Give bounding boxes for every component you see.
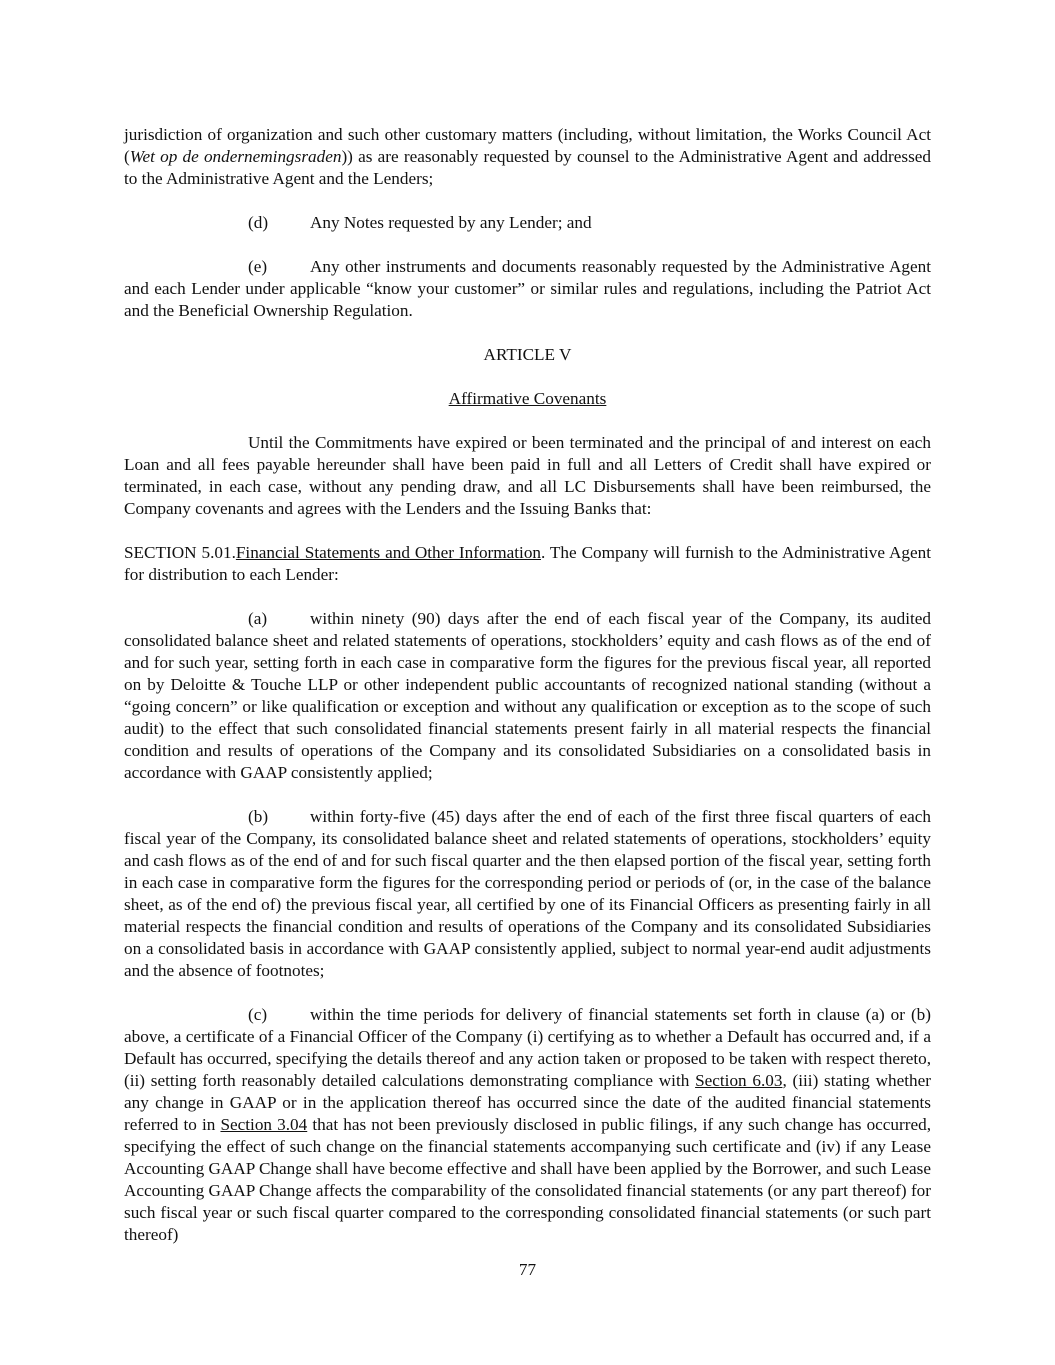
clause-b-text: within forty-five (45) days after the end of each of the first three fiscal quarters of each fiscal year of the Company, its consolidated balance sheet and related statements of operations, stockholders’ equity and cash flows as of the end of and for such fiscal quarter and the then elapsed portion of the fiscal year, setting forth in each case in comparative form the figures for the corresponding period or periods of (or, in the case of the balance sheet, as of the end of) the previous fiscal year, all certified by one of its Financial Officers as presenting fairly in all material respects the financial condition and results of operations of the Company and its consolidated Subsidiaries on a consolidated basis in accordance with GAAP consistently applied, subject to normal year-end audit adjustments and the absence of footnotes; (124, 807, 931, 980)
section-number: SECTION 5.01. (124, 543, 236, 562)
section-text: . The Company will furnish to the Administrative Agent for distribution to each Lender: (124, 543, 931, 584)
dutch-act-name: Wet op de ondernemingsraden (129, 147, 342, 166)
section-3-04-link: Section 3.04 (220, 1115, 308, 1134)
article-title-text: Affirmative Covenants (448, 389, 607, 408)
intro-paragraph: Until the Commitments have expired or been terminated and the principal of and interest on each Loan and all fees payable hereunder shall have been paid in full and all Letters of Credit shall have expired or terminated, in each case, without any pending draw, and all LC Disbursements shall have been reimbursed, the Company covenants and agrees with the Lenders and the Issuing Banks that: (124, 433, 931, 518)
clause-a-text: within ninety (90) days after the end of each fiscal year of the Company, its audited consolidated balance sheet and related statements of operations, stockholders’ equity and cash flows as of the end of and for such year, setting forth in each case in comparative form the figures for the previous fiscal year, all reported on by Deloitte & Touche LLP or other independent public accountants of recognized national standing (without a “going concern” or like qualification or exception and without any qualification or exception as to the scope of such audit) to the effect that such consolidated financial statements present fairly in all material respects the financial condition and results of operations of the Company and its consolidated Subsidiaries on a consolidated basis in accordance with GAAP consistently applied; (124, 609, 931, 782)
section-title: Financial Statements and Other Information (235, 543, 542, 562)
clause-a (124, 608, 931, 784)
clause-c-text-b: , (iii) stating whether any change in GAAP or in the application thereof has occurred since the date of the audited financial statements referred to in (124, 1071, 931, 1134)
clause-c (124, 1004, 931, 1246)
section-5-01 (124, 542, 931, 586)
article-title (124, 388, 931, 410)
clause-e (124, 256, 931, 322)
clause-b (124, 806, 931, 982)
clause-d-marker: (d) (248, 213, 269, 232)
article-heading: ARTICLE V (483, 345, 572, 364)
clause-d-text: Any Notes requested by any Lender; and (310, 213, 592, 232)
clause-c-marker: (c) (248, 1005, 268, 1024)
clause-d (124, 212, 931, 234)
clause-e-marker: (e) (248, 257, 268, 276)
clause-e-text: Any other instruments and documents reasonably requested by the Administrative Agent and each Lender under applicable “know your customer” or similar rules and regulations, including the Patriot Act and the Beneficial Ownership Regulation. (124, 257, 931, 320)
document-page (124, 124, 931, 1246)
clause-b-marker: (b) (248, 807, 269, 826)
clause-c-text-a: within the time periods for delivery of financial statements set forth in clause (a) or (b) above, a certificate of a Financial Officer of the Company (i) certifying as to whether a Default has occurred and, if a Default has occurred, specifying the details thereof and any action taken or proposed to be taken with respect thereto, (ii) setting forth reasonably detailed calculations demonstrating compliance with (124, 1005, 931, 1090)
clause-c-text-c: that has not been previously disclosed in public filings, if any such change has occurred, specifying the effect of such change on the financial statements accompanying such certificate and (iv) if any Lease Accounting GAAP Change shall have become effective and shall have been applied by the Borrower, and such Lease Accounting GAAP Change affects the comparability of the consolidated financial statements (or any part thereof) for such fiscal year or such fiscal quarter compared to the corresponding consolidated financial statements (or such part thereof) (124, 1115, 931, 1244)
opening-text-b: )) as are reasonably requested by counsel to the Administrative Agent and addressed to the Administrative Agent and the Lenders; (124, 147, 931, 188)
section-6-03-link: Section 6.03 (695, 1071, 783, 1090)
clause-a-marker: (a) (248, 609, 268, 628)
page-number: 77 (518, 1260, 537, 1279)
opening-text-a: jurisdiction of organization and such other customary matters (including, without limitation, the Works Council Act ( (124, 125, 931, 166)
opening-paragraph (124, 124, 931, 190)
